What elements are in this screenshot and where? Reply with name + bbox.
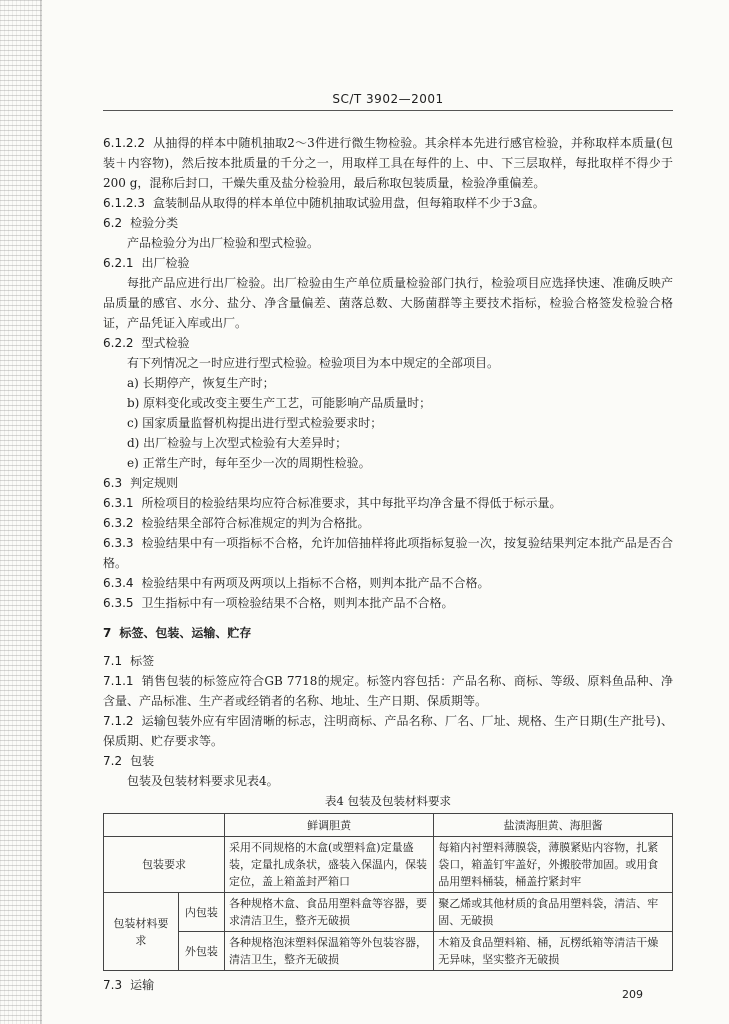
clause-6-1-2-3: 6.1.2.3 盒装制品从取得的样本单位中随机抽取试验用盘，但每箱取样不少于3盒。 bbox=[103, 196, 545, 210]
table-column-header: 鲜调胆黄 bbox=[225, 814, 434, 837]
table-column-header: 盐渍海胆黄、海胆酱 bbox=[434, 814, 673, 837]
clause-6-3-1: 6.3.1 所检项目的检验结果均应符合标准要求，其中每批平均净含量不得低于标示量。 bbox=[103, 496, 562, 510]
clause-6-3-4: 6.3.4 检验结果中有两项及两项以上指标不合格，则判本批产品不合格。 bbox=[103, 576, 490, 590]
table-row-label: 包装要求 bbox=[104, 837, 225, 893]
table-row bbox=[104, 932, 673, 971]
paragraph-6-2: 产品检验分为出厂检验和型式检验。 bbox=[127, 236, 320, 250]
table-subrow-label: 外包装 bbox=[178, 932, 224, 971]
clause-6-1-2-2: 6.1.2.2 从抽得的样本中随机抽取2～3件进行微生物检验。其余样本先进行感官检验，并称取样本质量(包装＋内容物)，然后按本批质量的千分之一，用取样工具在每件的上、中、下三层取样，每批取样不得少于200 g，混称后封口，干燥失重及盐分检验用，最后称取包装质量，检验净重偏差。 bbox=[103, 136, 673, 190]
table-row bbox=[104, 837, 673, 893]
heading-6-2-2: 6.2.2 型式检验 bbox=[103, 336, 190, 350]
packaging-table bbox=[103, 813, 673, 971]
heading-6-3: 6.3 判定规则 bbox=[103, 476, 179, 490]
paragraph-7-2: 包装及包装材料要求见表4。 bbox=[127, 774, 279, 788]
list-item: b) 原料变化或改变主要生产工艺，可能影响产品质量时； bbox=[127, 396, 432, 410]
table-cell: 聚乙烯或其他材质的食品用塑料袋，清洁、牢固、无破损 bbox=[434, 893, 673, 932]
clause-7-1-1: 7.1.1 销售包装的标签应符合GB 7718的规定。标签内容包括：产品名称、商标、等级、原料鱼品种、净含量、产品标准、生产者或经销者的名称、地址、生产日期、保质期等。 bbox=[103, 674, 673, 708]
list-item: d) 出厂检验与上次型式检验有大差异时； bbox=[127, 436, 348, 450]
paragraph-6-2-2: 有下列情况之一时应进行型式检验。检验项目为本中规定的全部项目。 bbox=[127, 356, 500, 370]
table-row-label: 包装材料要求 bbox=[104, 893, 179, 971]
scan-binding-edge bbox=[0, 0, 42, 1024]
table-header-row bbox=[104, 814, 673, 837]
list-item: e) 正常生产时，每年至少一次的周期性检验。 bbox=[127, 456, 371, 470]
clause-6-3-3: 6.3.3 检验结果中有一项指标不合格，允许加倍抽样将此项指标复验一次，按复验结果判定本批产品是否合格。 bbox=[103, 536, 673, 570]
heading-7-3: 7.3 运输 bbox=[103, 978, 155, 992]
document-page bbox=[103, 92, 673, 995]
list-item: c) 国家质量监督机构提出进行型式检验要求时； bbox=[127, 416, 383, 430]
table-cell: 各种规格泡沫塑料保温箱等外包装容器，清洁卫生，整齐无破损 bbox=[225, 932, 434, 971]
clause-6-3-5: 6.3.5 卫生指标中有一项检验结果不合格，则判本批产品不合格。 bbox=[103, 596, 454, 610]
list-item: a) 长期停产，恢复生产时； bbox=[127, 376, 275, 390]
section-7-title: 7 标签、包装、运输、贮存 bbox=[103, 626, 252, 640]
table-caption: 表4 包装及包装材料要求 bbox=[325, 794, 451, 808]
table-cell: 各种规格木盒、食品用塑料盒等容器，要求清洁卫生，整齐无破损 bbox=[225, 893, 434, 932]
table-subrow-label: 内包装 bbox=[178, 893, 224, 932]
heading-7-1: 7.1 标签 bbox=[103, 654, 155, 668]
scan-binding-line bbox=[40, 0, 42, 1024]
table-cell: 木箱及食品塑料箱、桶，瓦楞纸箱等清洁干燥无异味，坚实整齐无破损 bbox=[434, 932, 673, 971]
page-number: 209 bbox=[622, 988, 643, 1001]
heading-6-2-1: 6.2.1 出厂检验 bbox=[103, 256, 190, 270]
clause-7-1-2: 7.1.2 运输包装外应有牢固清晰的标志，注明商标、产品名称、厂名、厂址、规格、生产日期(生产批号)、保质期、贮存要求等。 bbox=[103, 714, 673, 748]
table-cell: 采用不同规格的木盒(或塑料盒)定量盛装，定量扎成条状，盛装入保温内，保装定位，盖上箱盖封严箱口 bbox=[225, 837, 434, 893]
table-cell: 每箱内衬塑料薄膜袋，薄膜紧贴内容物，扎紧袋口，箱盖钉牢盖好，外搬胶带加固。或用食品用塑料桶装，桶盖拧紧封牢 bbox=[434, 837, 673, 893]
page-header: SC/T 3902—2001 bbox=[103, 92, 673, 111]
paragraph-6-2-1: 每批产品应进行出厂检验。出厂检验由生产单位质量检验部门执行，检验项目应选择快速、准确反映产品质量的感官、水分、盐分、净含量偏差、菌落总数、大肠菌群等主要技术指标，检验合格签发检验合格证，产品凭证入库或出厂。 bbox=[103, 276, 673, 330]
table-row bbox=[104, 893, 673, 932]
heading-6-2: 6.2 检验分类 bbox=[103, 216, 179, 230]
clause-6-3-2: 6.3.2 检验结果全部符合标准规定的判为合格批。 bbox=[103, 516, 370, 530]
table-corner-cell bbox=[104, 814, 225, 837]
heading-7-2: 7.2 包装 bbox=[103, 754, 155, 768]
